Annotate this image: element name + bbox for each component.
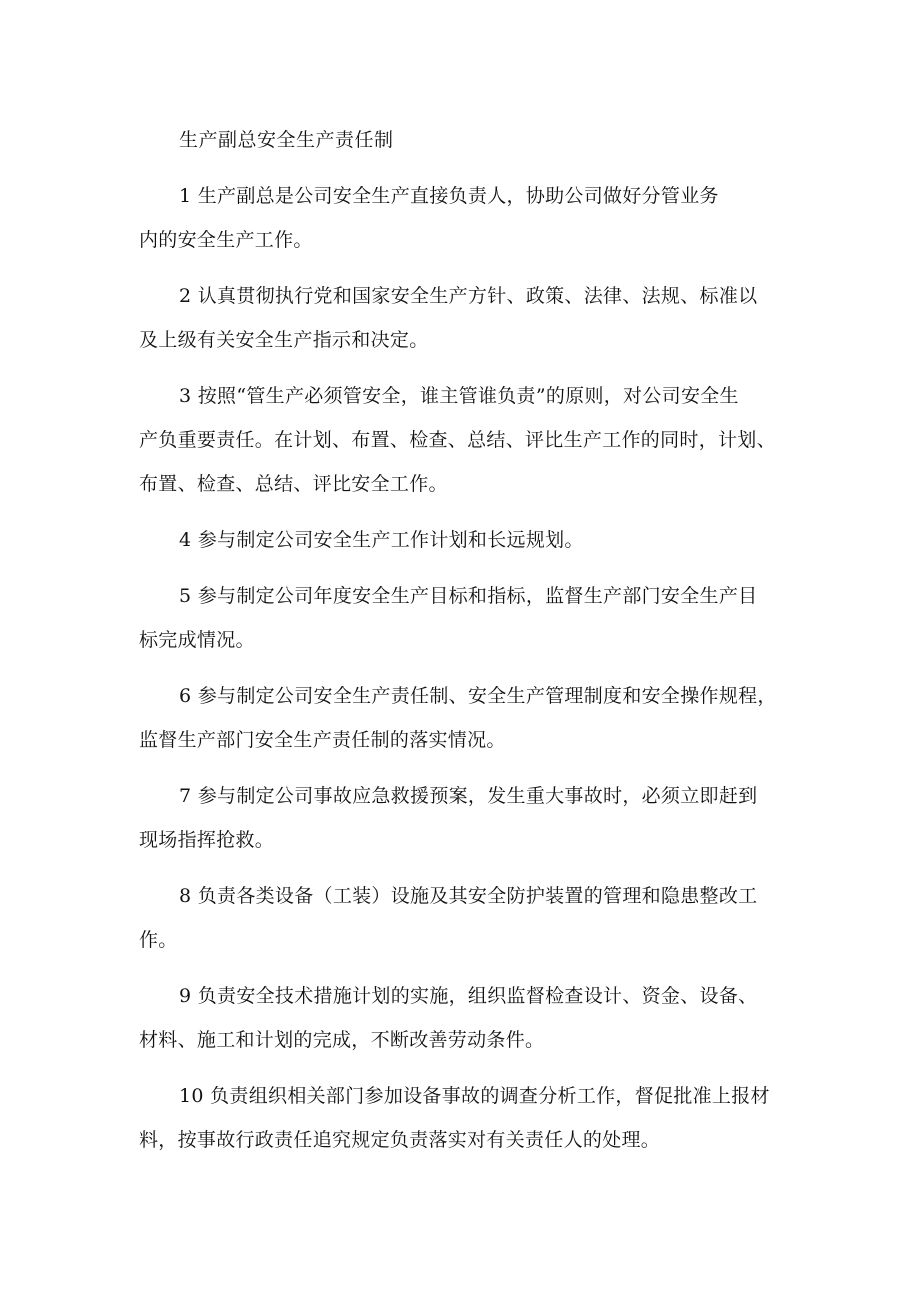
clause-paragraph: [139, 674, 785, 762]
paragraph-line: 布置、检查、总结、评比安全工作。: [139, 473, 448, 495]
paragraph-line: 材料、施工和计划的完成，不断改善劳动条件。: [139, 1029, 545, 1051]
clause-paragraph: [139, 974, 785, 1062]
paragraph-line: 4 参与制定公司安全生产工作计划和长远规划。: [179, 529, 584, 551]
paragraph-line: 5 参与制定公司年度安全生产目标和指标，监督生产部门安全生产目: [179, 585, 758, 607]
paragraph-line: 监督生产部门安全生产责任制的落实情况。: [139, 729, 506, 751]
clause-paragraph: [139, 374, 785, 506]
paragraph-line: 2 认真贯彻执行党和国家安全生产方针、政策、法律、法规、标准以: [179, 285, 758, 307]
paragraph-list: [139, 174, 785, 1162]
document-title: 生产副总安全生产责任制: [179, 129, 394, 151]
paragraph-line: 现场指挥抢救。: [139, 829, 275, 851]
clause-paragraph: [139, 574, 785, 662]
clause-paragraph: [139, 774, 785, 862]
paragraph-line: 料，按事故行政责任追究规定负责落实对有关责任人的处理。: [139, 1129, 661, 1151]
paragraph-line: 1 生产副总是公司安全生产直接负责人，协助公司做好分管业务: [179, 185, 719, 207]
clause-paragraph: [139, 274, 785, 362]
paragraph-line: 3 按照“管生产必须管安全，谁主管谁负责”的原则，对公司安全生: [179, 385, 739, 407]
paragraph-line: 标完成情况。: [139, 629, 255, 651]
paragraph-line: 8 负责各类设备（工装）设施及其安全防护装置的管理和隐患整改工: [179, 885, 758, 907]
paragraph-line: 10 负责组织相关部门参加设备事故的调查分析工作，督促批准上报材: [179, 1085, 770, 1107]
clause-paragraph: [139, 1074, 785, 1162]
paragraph-line: 内的安全生产工作。: [139, 229, 313, 251]
paragraph-line: 7 参与制定公司事故应急救援预案，发生重大事故时，必须立即赶到: [179, 785, 758, 807]
clause-paragraph: [139, 174, 785, 262]
paragraph-line: 产负重要责任。在计划、布置、检查、总结、评比生产工作的同时，计划、: [139, 429, 776, 451]
paragraph-line: 9 负责安全技术措施计划的实施，组织监督检查设计、资金、设备、: [179, 985, 758, 1007]
document-body: [139, 118, 785, 1174]
paragraph-line: 及上级有关安全生产指示和决定。: [139, 329, 429, 351]
paragraph-line: 作。: [139, 929, 178, 951]
clause-paragraph: [139, 874, 785, 962]
paragraph-line: 6 参与制定公司安全生产责任制、安全生产管理制度和安全操作规程，: [179, 685, 777, 707]
clause-paragraph: [139, 518, 785, 562]
